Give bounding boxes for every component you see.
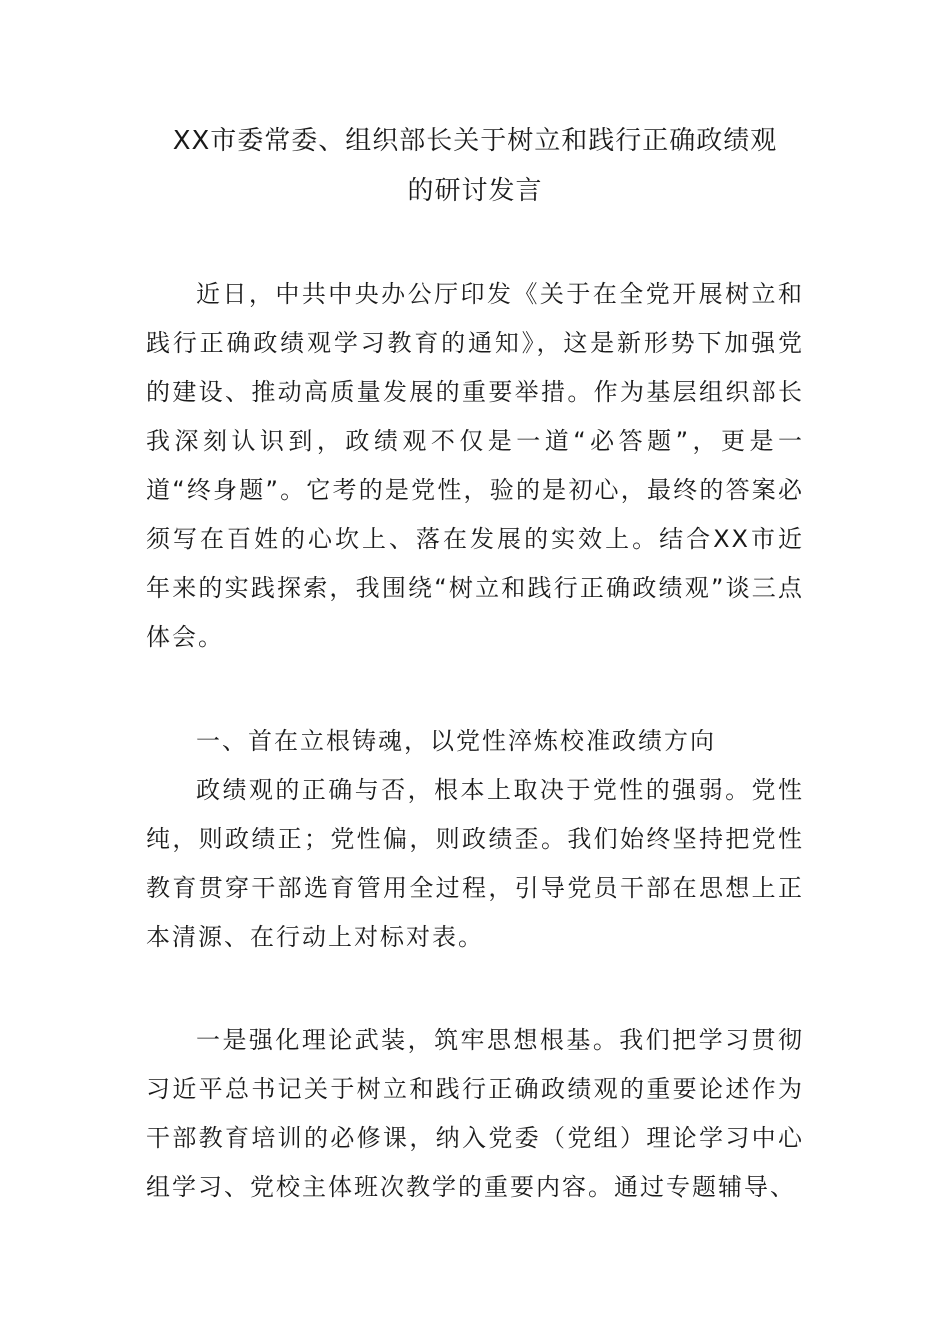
section-heading-1: 一、首在立根铸魂，以党性淬炼校准政绩方向: [196, 727, 716, 755]
document-title-line-2: 的研讨发言: [407, 176, 543, 206]
section-1-paragraph: 政绩观的正确与否，根本上取决于党性的强弱。党性纯，则政绩正；党性偏，则政绩歪。我们始终坚持把党性教育贯穿干部选育管用全过程，引导党员干部在思想上正本清源、在行动上对标对表。: [146, 776, 804, 951]
document-title-line-1: XX市委常委、组织部长关于树立和践行正确政绩观: [172, 126, 778, 156]
intro-paragraph: 近日，中共中央办公厅印发《关于在全党开展树立和践行正确政绩观学习教育的通知》，这是新形势下加强党的建设、推动高质量发展的重要举措。作为基层组织部长我深刻认识到，政绩观不仅是一道“必答题”，更是一道“终身题”。它考的是党性，验的是初心，最终的答案必须写在百姓的心坎上、落在发展的实效上。结合XX市近年来的实践探索，我围绕“树立和践行正确政绩观”谈三点体会。: [146, 280, 804, 651]
point-1-paragraph: 一是强化理论武装，筑牢思想根基。我们把学习贯彻习近平总书记关于树立和践行正确政绩观的重要论述作为干部教育培训的必修课，纳入党委（党组）理论学习中心组学习、党校主体班次教学的重要内容。通过专题辅导、: [146, 1026, 804, 1201]
